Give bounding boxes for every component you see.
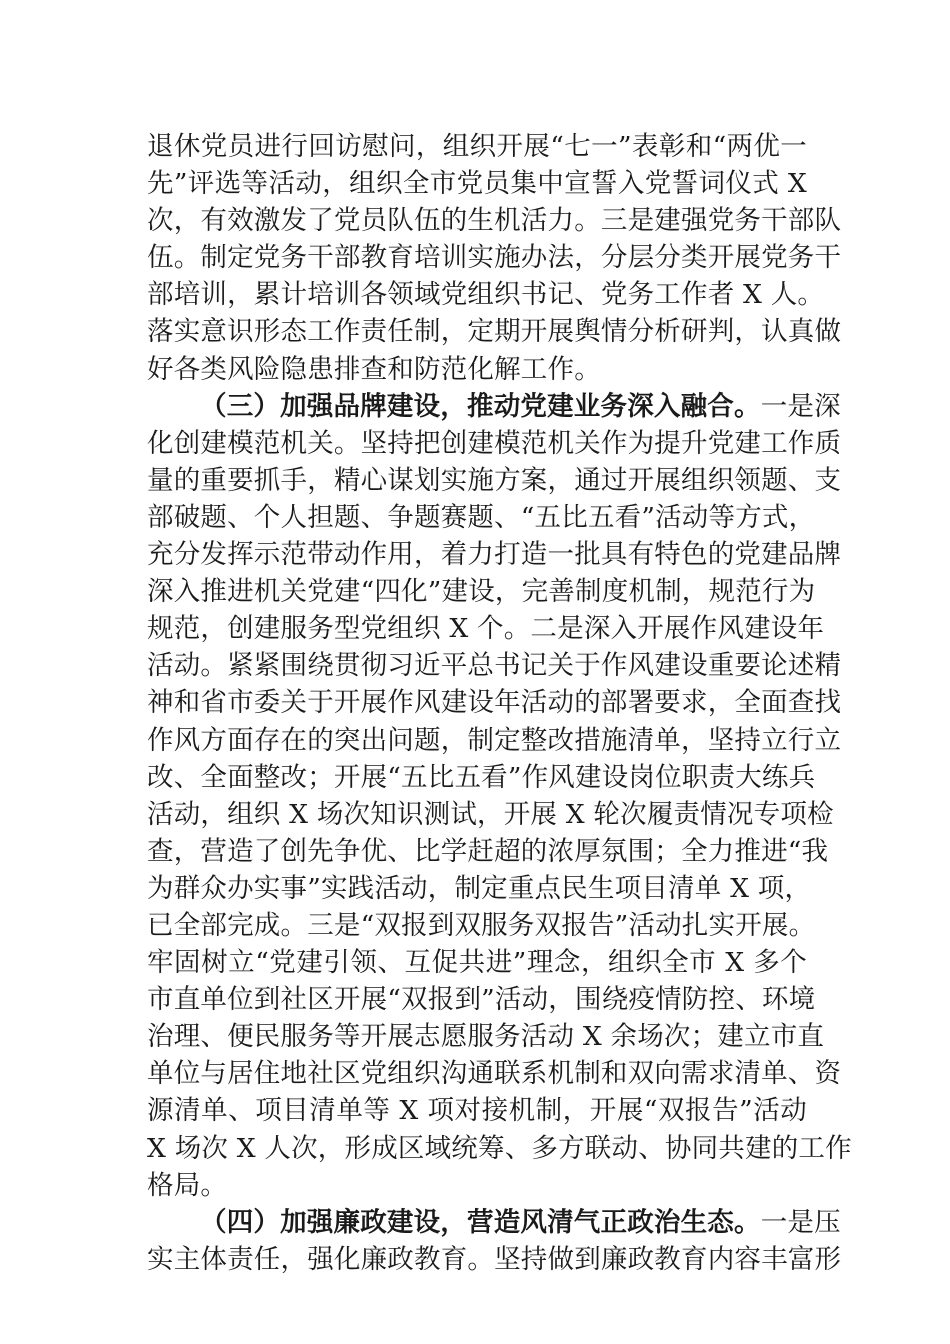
text-line: 活动。紧紧围绕贯彻习近平总书记关于作风建设重要论述精 xyxy=(147,650,842,682)
text-line: 量的重要抓手，精心谋划实施方案，通过开展组织领题、支 xyxy=(147,464,842,496)
text-line: 落实意识形态工作责任制，定期开展舆情分析研判，认真做 xyxy=(147,316,842,348)
text-line: 次，有效激发了党员队伍的生机活力。三是建强党务干部队 xyxy=(147,205,842,237)
body-text xyxy=(147,128,852,1278)
text-line: 神和省市委关于开展作风建设年活动的部署要求，全面查找 xyxy=(147,687,842,719)
text-line: 查，营造了创先争优、比学赶超的浓厚氛围；全力推进“我 xyxy=(147,835,829,867)
text-line: 先”评选等活动，组织全市党员集中宣誓入党誓词仪式 X xyxy=(147,168,807,200)
text-line: 已全部完成。三是“双报到双服务双报告”活动扎实开展。 xyxy=(147,909,816,941)
text-line: 实主体责任，强化廉政教育。坚持做到廉政教育内容丰富形 xyxy=(147,1243,842,1275)
text-line: 为群众办实事”实践活动，制定重点民生项目清单 X 项， xyxy=(147,872,812,904)
text-line: 深入推进机关党建“四化”建设，完善制度机制，规范行为 xyxy=(147,576,816,608)
text-line: 单位与居住地社区党组织沟通联系机制和双向需求清单、资 xyxy=(147,1058,842,1090)
paragraph-1 xyxy=(147,128,842,388)
text-line: 治理、便民服务等开展志愿服务活动 X 余场次；建立市直 xyxy=(147,1021,825,1053)
text-line: 伍。制定党务干部教育培训实施办法，分层分类开展党务干 xyxy=(147,242,842,274)
text-line: 退休党员进行回访慰问，组织开展“七一”表彰和“两优一 xyxy=(147,131,807,162)
paragraph-2 xyxy=(147,388,852,1204)
text-line: 部培训，累计培训各领域党组织书记、党务工作者 X 人。 xyxy=(147,279,825,311)
text-line: 改、全面整改；开展“五比五看”作风建设岗位职责大练兵 xyxy=(147,761,816,793)
text-line: 好各类风险隐患排查和防范化解工作。 xyxy=(147,353,601,385)
text-line: 作风方面存在的突出问题，制定整改措施清单，坚持立行立 xyxy=(147,724,842,756)
text-line: 部破题、个人担题、争题赛题、“五比五看”活动等方式， xyxy=(147,501,816,533)
text-line: 源清单、项目清单等 X 项对接机制，开展“双报告”活动 xyxy=(147,1095,807,1127)
text-run: 一是压 xyxy=(760,1206,841,1238)
text-line: 规范，创建服务型党组织 X 个。二是深入开展作风建设年 xyxy=(147,613,825,645)
text-line: 格局。 xyxy=(147,1169,228,1201)
text-line: 市直单位到社区开展“双报到”活动，围绕疫情防控、环境 xyxy=(147,984,816,1016)
text-line: 牢固树立“党建引领、互促共进”理念，组织全市 X 多个 xyxy=(147,947,807,979)
paragraph-first-line xyxy=(147,388,841,425)
paragraph-first-line xyxy=(147,1204,841,1241)
text-line: 活动，组织 X 场次知识测试，开展 X 轮次履责情况专项检 xyxy=(147,798,834,830)
paragraph-3 xyxy=(147,1204,842,1278)
section-heading-3: （三）加强品牌建设，推动党建业务深入融合。 xyxy=(200,390,761,422)
text-line: 充分发挥示范带动作用，着力打造一批具有特色的党建品牌 xyxy=(147,539,842,571)
text-line: X 场次 X 人次，形成区域统筹、多方联动、协同共建的工作 xyxy=(147,1132,852,1164)
text-line: 化创建模范机关。坚持把创建模范机关作为提升党建工作质 xyxy=(147,427,842,459)
text-run: 一是深 xyxy=(760,390,841,422)
section-heading-4: （四）加强廉政建设，营造风清气正政治生态。 xyxy=(200,1206,761,1238)
